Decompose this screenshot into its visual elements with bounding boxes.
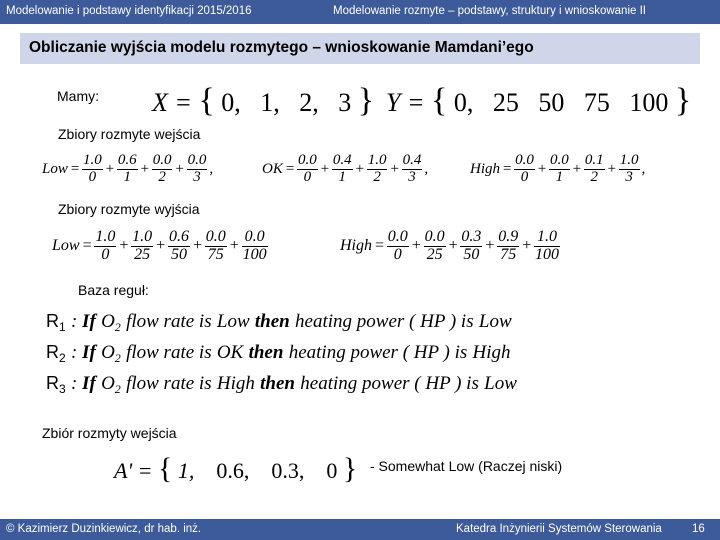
rule-then: then [248, 342, 284, 363]
rule-id: R [46, 342, 59, 362]
brace-close: } [357, 82, 375, 119]
equals-sign: = [284, 160, 295, 177]
universe-y-v4: 100 [629, 88, 669, 117]
set-element: 1 [338, 168, 346, 185]
header-bar [0, 0, 720, 24]
set-name: OK [262, 160, 283, 177]
set-element: 0 [88, 168, 97, 185]
set-element: 0 [393, 245, 402, 263]
rule-var: O [101, 311, 115, 332]
membership-fraction [402, 153, 423, 186]
rule-output-term: Low [484, 373, 517, 394]
footer-department: Katedra Inżynierii Systemów Sterowania [456, 523, 662, 535]
rule-id: R [46, 311, 59, 331]
course-title: Modelowanie i podstawy identyfikacji 2015/2016 [6, 5, 252, 17]
membership-fraction [94, 229, 116, 264]
plus-sign: + [521, 237, 532, 255]
rule-heating: heating power ( HP ) is [288, 342, 468, 363]
set-element: 0 [520, 168, 529, 185]
universe-y-v3: 75 [583, 88, 610, 117]
brace-open: { [198, 82, 215, 119]
membership-degree: 0.0 [205, 228, 226, 245]
membership-fraction [82, 153, 103, 186]
plus-sign: + [191, 237, 203, 255]
set-element: 75 [500, 245, 517, 263]
plus-sign: + [389, 160, 400, 177]
fuzzy-input-v3: 0 [326, 458, 338, 483]
membership-degree: 0.4 [332, 152, 352, 168]
membership-fraction [514, 153, 535, 186]
membership-degree: 1.0 [132, 228, 153, 245]
membership-degree: 1.0 [619, 152, 639, 168]
plus-sign: + [606, 160, 617, 177]
membership-degree: 0.0 [242, 229, 268, 247]
rule-heating: heating power ( HP ) is [300, 373, 479, 394]
set-element: 0 [303, 168, 312, 185]
membership-fraction [131, 229, 153, 264]
set-element: 50 [170, 245, 187, 263]
universe-x-v1: 1, [260, 88, 280, 117]
membership-fraction [168, 229, 190, 264]
page-number: 16 [692, 523, 705, 535]
label-mamy: Mamy: [57, 88, 99, 104]
membership-fraction [619, 153, 640, 186]
rule-output-term: High [472, 342, 511, 363]
membership-degree: 1.0 [82, 152, 102, 168]
plus-sign: + [104, 160, 115, 177]
rule-number: 1 [59, 320, 66, 334]
membership-degree: 0.0 [187, 152, 207, 168]
input-set-high [470, 153, 647, 186]
equals-sign: = [374, 237, 385, 255]
rule-heating: heating power ( HP ) is [295, 311, 474, 332]
input-set-low [42, 153, 215, 186]
label-output-sets: Zbiory rozmyte wyjścia [58, 201, 200, 217]
set-element: 25 [426, 245, 443, 263]
set-element: 1 [555, 168, 564, 185]
rule-output-term: Low [478, 311, 512, 332]
brace-open: { [158, 452, 173, 485]
rule-flow: flow rate is [126, 311, 212, 332]
set-name: High [340, 237, 372, 255]
rule-3: $R_3$ : If $O_2$ flow rate is High then heating power ( HP ) is Low [46, 373, 517, 396]
plus-sign: + [536, 160, 547, 177]
output-set-high [340, 229, 560, 264]
label-rule-base: Baza reguł: [78, 282, 149, 298]
plus-sign: + [447, 237, 459, 255]
plus-sign: + [155, 237, 166, 255]
rule-if: If [82, 373, 96, 394]
set-element: 100 [242, 245, 267, 263]
universe-y-v2: 50 [538, 88, 565, 117]
set-element: 2 [590, 168, 598, 185]
rule-input-term: Low [216, 311, 250, 332]
trailing-comma: , [209, 160, 214, 177]
membership-fraction [187, 153, 208, 186]
membership-fraction [152, 153, 173, 186]
rule-var-sub: 2 [114, 351, 121, 365]
fuzzy-input-v1: 0.6, [216, 458, 250, 483]
universe-y-v0: 0, [453, 88, 474, 117]
membership-fraction [205, 229, 227, 264]
rule-var-sub: 2 [114, 320, 121, 334]
membership-degree: 0.0 [152, 152, 172, 168]
lecture-title: Modelowanie rozmyte – podstawy, struktury i wnioskowanie II [333, 5, 646, 17]
rule-flow: flow rate is [126, 342, 212, 363]
membership-fraction [387, 229, 409, 264]
label-input-sets: Zbiory rozmyte wejścia [58, 126, 201, 142]
set-element: 3 [408, 168, 416, 185]
membership-fraction [549, 153, 570, 186]
membership-degree: 0.1 [584, 152, 604, 168]
rule-input-term: High [216, 373, 255, 394]
brace-close: } [342, 452, 358, 485]
fuzzy-input-v0: 1, [177, 458, 195, 483]
slide-title-box [20, 33, 700, 64]
rule-number: 3 [59, 382, 66, 396]
membership-degree: 0.0 [387, 228, 408, 245]
membership-degree: 0.0 [515, 152, 534, 168]
fuzzy-input-name: A' [114, 458, 133, 483]
input-set-ok [262, 153, 430, 186]
membership-degree: 0.3 [461, 228, 482, 245]
universe-x: X = { 0, 1, 2, 3 } [152, 82, 375, 119]
membership-fraction [117, 153, 138, 186]
equals-sign: = [502, 160, 513, 177]
universe-x-name: X [152, 88, 168, 117]
rule-if: If [82, 342, 96, 363]
rule-input-term: OK [216, 342, 244, 363]
membership-fraction [297, 153, 318, 186]
membership-fraction [534, 229, 560, 264]
fuzzy-input-v2: 0.3, [271, 458, 305, 483]
membership-fraction [332, 153, 353, 186]
set-element: 3 [625, 168, 633, 185]
plus-sign: + [228, 237, 240, 255]
set-element: 1 [123, 168, 131, 185]
output-set-low [52, 229, 268, 264]
rule-var: O [101, 373, 115, 394]
set-element: 75 [207, 245, 224, 263]
plus-sign: + [410, 237, 422, 255]
universe-y: Y = { 0, 25 50 75 100 } [386, 82, 692, 119]
membership-degree: 0.0 [424, 228, 445, 245]
rule-if: If [82, 311, 96, 332]
membership-fraction [424, 229, 446, 264]
plus-sign: + [319, 160, 330, 177]
rule-flow: flow rate is [126, 373, 212, 394]
set-element: 25 [134, 245, 151, 263]
brace-open: { [431, 82, 448, 119]
universe-x-v0: 0, [221, 88, 241, 117]
universe-x-v2: 2, [299, 88, 319, 117]
rule-var-sub: 2 [114, 382, 121, 396]
plus-sign: + [354, 160, 365, 177]
universe-x-v3: 3 [338, 88, 352, 117]
set-element: 0 [101, 245, 110, 263]
set-element: 2 [373, 168, 381, 185]
equals-sign: = [81, 237, 93, 255]
set-name: Low [52, 237, 80, 255]
membership-degree: 0.9 [498, 228, 519, 245]
set-element: 50 [463, 245, 480, 263]
membership-fraction [460, 229, 482, 264]
plus-sign: + [174, 160, 185, 177]
set-name: High [470, 160, 500, 177]
rule-2: $R_2$ : If $O_2$ flow rate is OK then heating power ( HP ) is High [46, 342, 511, 365]
membership-fraction [497, 229, 519, 264]
rule-then: then [260, 373, 296, 394]
brace-close: } [674, 82, 692, 119]
membership-degree: 0.6 [117, 152, 137, 168]
slide-title: Obliczanie wyjścia modelu rozmytego – wnioskowanie Mamdani’ego [29, 39, 534, 56]
equals-sign: = [69, 160, 80, 177]
plus-sign: + [484, 237, 496, 255]
membership-degree: 1.0 [534, 229, 560, 247]
universe-y-v1: 25 [492, 88, 519, 117]
plus-sign: + [118, 237, 130, 255]
rule-var: O [101, 342, 115, 363]
set-element: 100 [534, 245, 559, 263]
membership-degree: 0.0 [550, 152, 569, 168]
rule-1: $R_1$ : If $O_2$ flow rate is Low then heating power ( HP ) is Low [46, 311, 512, 334]
footer-bar [0, 519, 720, 540]
footer-author: © Kazimierz Duzinkiewicz, dr hab. inż. [6, 523, 202, 535]
set-element: 2 [158, 168, 166, 185]
set-name: Low [42, 160, 68, 177]
membership-fraction [242, 229, 268, 264]
rule-number: 2 [59, 351, 66, 365]
fuzzy-input-set: A' = { 1, 0.6, 0.3, 0 } [114, 452, 358, 485]
plus-sign: + [571, 160, 582, 177]
rule-then: then [254, 311, 290, 332]
membership-degree: 0.6 [168, 228, 189, 245]
set-element: 3 [193, 168, 201, 185]
universe-y-name: Y [386, 88, 401, 117]
membership-degree: 0.4 [402, 152, 422, 168]
membership-degree: 1.0 [367, 152, 387, 168]
plus-sign: + [139, 160, 150, 177]
membership-degree: 0.0 [297, 152, 317, 168]
rule-id: R [46, 373, 59, 393]
trailing-comma: , [424, 160, 429, 177]
trailing-comma: , [641, 160, 646, 177]
note-somewhat-low: - Somewhat Low (Raczej niski) [370, 458, 563, 474]
label-fuzzy-input: Zbiór rozmyty wejścia [42, 425, 177, 441]
membership-degree: 1.0 [95, 228, 116, 245]
membership-fraction [584, 153, 605, 186]
membership-fraction [367, 153, 388, 186]
